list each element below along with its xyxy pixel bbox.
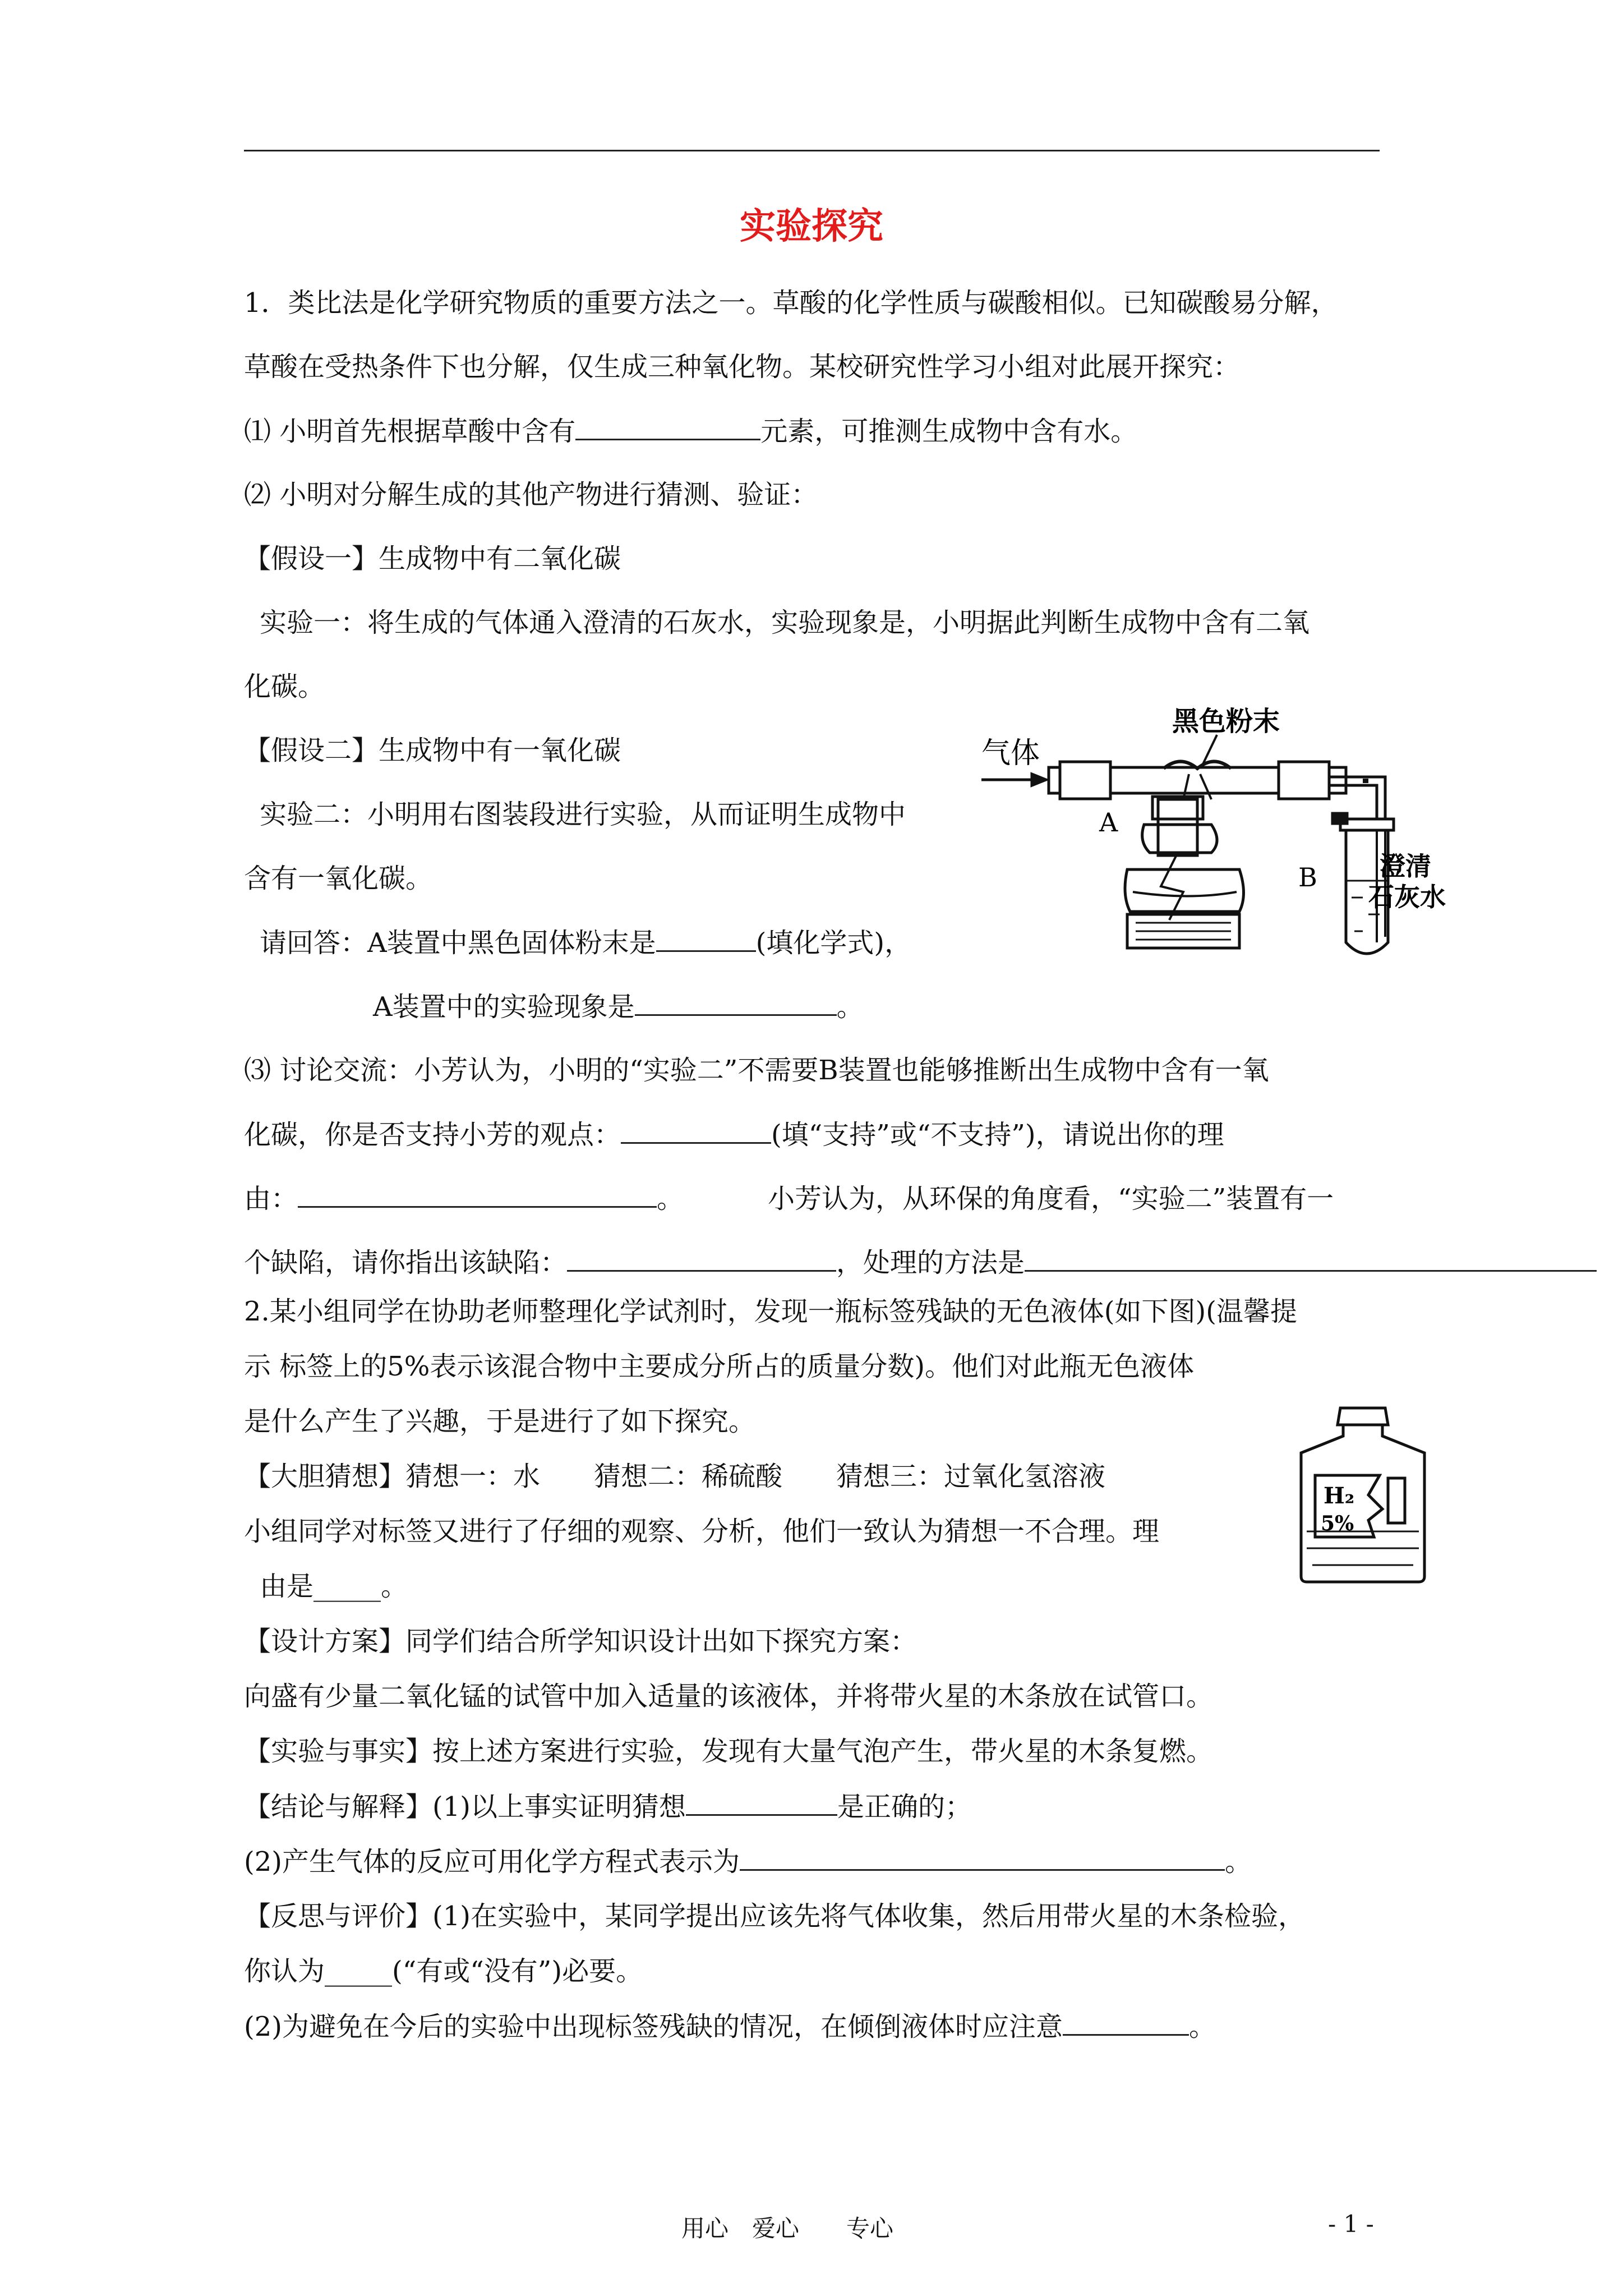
q2-equation-blank[interactable] <box>740 1843 1225 1871</box>
q1-intro-line2: 草酸在受热条件下也分解，仅生成三种氧化物。某校研究性学习小组对此展开探究： <box>244 351 1241 383</box>
q2-analysis-line1: 小组同学对标签又进行了仔细的观察、分析，他们一致认为猜想一不合理。理 <box>244 1516 1160 1547</box>
q1-part3-line2 <box>244 1116 1224 1153</box>
fig-limewater-label-2: 石灰水 <box>1368 882 1446 912</box>
q1-reason-blank[interactable] <box>298 1180 657 1208</box>
q1-method-blank[interactable] <box>1025 1244 1597 1272</box>
q2-reflection-line2: 你认为_____(“有或“没有”)必要。 <box>244 1955 643 1987</box>
q1-experiment1-line2: 化碳。 <box>244 671 325 702</box>
q1-answer1-blank[interactable] <box>656 924 756 952</box>
fig-powder-label: 黑色粉末 <box>1172 706 1280 737</box>
q2-guess: 【大胆猜想】猜想一：水 猜想二：稀硫酸 猜想三：过氧化氢溶液 <box>244 1461 1106 1492</box>
q1-answer2-text-a: A装置中的实验现象是 <box>373 991 635 1023</box>
q2-intro-line2: 示 标签上的5%表示该混合物中主要成分所占的质量分数)。他们对此瓶无色液体 <box>244 1351 1195 1382</box>
q2-conclusion2-text-b: 。 <box>1225 1846 1252 1878</box>
fig-gas-label: 气体 <box>981 737 1040 770</box>
q1-part1-text-b: 元素，可推测生成物中含有水。 <box>760 416 1138 447</box>
q1-answer1-text-a: 请回答：A装置中黑色固体粉末是 <box>260 927 656 959</box>
q1-part3-line4 <box>244 1244 1597 1281</box>
page-title: 实验探究 <box>740 206 883 247</box>
lamp-neck <box>1142 825 1217 853</box>
q2-reflection-line3 <box>244 2008 1216 2045</box>
alcohol-lamp-body <box>1125 869 1244 912</box>
q1-part3-text-c: 小芳认为，从环保的角度看，“实验二”装置有一 <box>768 1183 1334 1214</box>
q1-part3-text-b: (填“支持”或“不支持”)，请说出你的理 <box>771 1119 1224 1151</box>
q1-part3-text-a: 化碳，你是否支持小芳的观点： <box>244 1119 621 1151</box>
apparatus-figure <box>976 701 1481 965</box>
q1-defect-blank[interactable] <box>567 1244 836 1272</box>
q1-answer2-text-b: 。 <box>836 991 864 1023</box>
q2-guess-blank[interactable] <box>686 1788 837 1816</box>
gas-arrow-head <box>1032 774 1046 785</box>
q1-method-label: ，处理的方法是 <box>836 1247 1025 1278</box>
q1-defect-label: 个缺陷，请你指出该缺陷： <box>244 1247 568 1278</box>
q1-reason-end: 。 <box>657 1183 684 1214</box>
q2-conclusion2 <box>244 1843 1252 1880</box>
q2-design-line1: 【设计方案】同学们结合所学知识设计出如下探究方案： <box>244 1626 917 1657</box>
q1-experiment2-line2: 含有一氧化碳。 <box>244 863 433 894</box>
bottle-label-percent: 5% <box>1321 1512 1354 1535</box>
q1-part1-blank[interactable] <box>575 413 760 440</box>
q2-reflection3-text-a: (2)为避免在今后的实验中出现标签残缺的情况，在倾倒液体时应注意 <box>244 2011 1063 2042</box>
reagent-bottle-figure <box>1290 1402 1436 1588</box>
q2-intro-line3: 是什么产生了兴趣，于是进行了如下探究。 <box>244 1406 756 1437</box>
fig-b-label: B <box>1298 862 1317 892</box>
fig-a-label: A <box>1099 807 1118 838</box>
q1-hypothesis2: 【假设二】生成物中有一氧化碳 <box>244 735 621 766</box>
q2-reflection3-text-b: 。 <box>1189 2011 1216 2042</box>
q1-support-blank[interactable] <box>621 1116 771 1144</box>
q2-reflection-line1: 【反思与评价】(1)在实验中，某同学提出应该先将气体收集，然后用带火星的木条检验， <box>244 1901 1305 1932</box>
q2-conclusion1-text-a: 【结论与解释】(1)以上事实证明猜想 <box>244 1791 686 1823</box>
q2-design-line2: 向盛有少量二氧化锰的试管中加入适量的该液体，并将带火星的木条放在试管口。 <box>244 1681 1214 1712</box>
q1-answer1-text-b: (填化学式)， <box>755 927 912 959</box>
q1-experiment1-line1: 实验一：将生成的气体通入澄清的石灰水，实验现象是，小明据此判断生成物中含有二氧 <box>260 607 1310 638</box>
q1-part3-line1: ⑶ 讨论交流：小芳认为，小明的“实验二”不需要B装置也能够推断出生成物中含有一氧 <box>244 1055 1269 1086</box>
q1-answer1 <box>260 924 911 961</box>
q2-conclusion1-text-b: 是正确的； <box>837 1791 972 1823</box>
q1-hypothesis1: 【假设一】生成物中有二氧化碳 <box>244 543 621 574</box>
q1-part1-text-a: ⑴ 小明首先根据草酸中含有 <box>244 416 576 447</box>
bottle-stopper <box>1338 1408 1388 1425</box>
q1-part3-line3 <box>244 1180 1334 1217</box>
bottle-label-formula: H₂ <box>1324 1483 1355 1509</box>
label-fragment <box>1388 1478 1405 1523</box>
q1-part2: ⑵ 小明对分解生成的其他产物进行猜测、验证： <box>244 479 818 510</box>
page-number: - 1 - <box>1328 2210 1374 2238</box>
q2-analysis-line2: 由是_____。 <box>260 1571 408 1602</box>
q2-caution-blank[interactable] <box>1063 2008 1189 2036</box>
left-stopper <box>1060 762 1110 799</box>
header-rule <box>244 150 1380 151</box>
q2-conclusion2-text-a: (2)产生气体的反应可用化学方程式表示为 <box>244 1846 740 1878</box>
fig-limewater-label-1: 澄清 <box>1380 851 1431 881</box>
q2-conclusion1 <box>244 1788 972 1825</box>
q2-fact: 【实验与事实】按上述方案进行实验，发现有大量气泡产生，带火星的木条复燃。 <box>244 1736 1214 1767</box>
footer-motto: 用心 爱心 专心 <box>681 2215 894 2242</box>
q1-experiment2-line1: 实验二：小明用右图装段进行实验，从而证明生成物中 <box>260 799 906 830</box>
q1-part1 <box>244 413 1137 449</box>
right-stopper <box>1279 762 1329 799</box>
q1-intro-line1: 1．类比法是化学研究物质的重要方法之一。草酸的化学性质与碳酸相似。已知碳酸易分解， <box>244 287 1338 319</box>
q1-answer2-blank[interactable] <box>635 988 837 1016</box>
q1-reason-label: 由： <box>244 1183 298 1214</box>
q2-intro-line1: 2.某小组同学在协助老师整理化学试剂时，发现一瓶标签残缺的无色液体(如下图)(温馨提 <box>244 1296 1297 1327</box>
q1-answer2 <box>373 988 864 1025</box>
